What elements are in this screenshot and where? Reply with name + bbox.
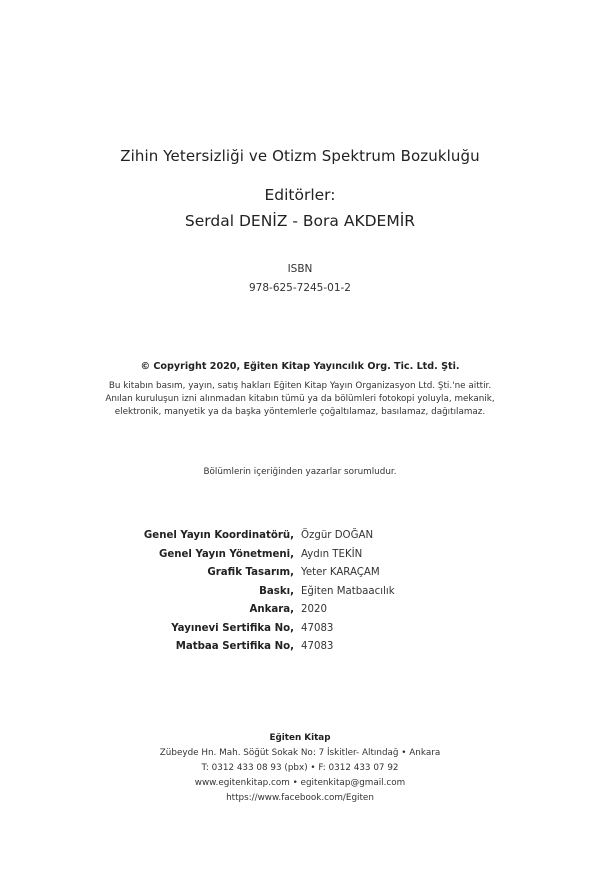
publisher-web-email: www.egitenkitap.com • egitenkitap@gmail.com	[194, 778, 406, 788]
credit-value: Aydın TEKİN	[301, 548, 363, 560]
credit-value: Yeter KARAÇAM	[301, 567, 380, 578]
credit-row	[0, 530, 600, 549]
publisher-address: Zübeyde Hn. Mah. Söğüt Sokak No: 7 İskitler- Altındağ • Ankara	[159, 748, 441, 758]
credit-row	[0, 549, 600, 568]
credit-value: 47083	[301, 622, 334, 634]
rights-text-line: Anılan kuruluşun izni alınmadan kitabın tümü ya da bölümleri fotokopi yoluyla, mekanik,	[105, 394, 495, 404]
isbn-label: ISBN	[287, 263, 313, 275]
credit-label: Genel Yayın Yönetmeni,	[158, 548, 294, 560]
publisher-facebook-link: https://www.facebook.com/Egiten	[226, 793, 374, 803]
editors-names: Serdal DENİZ - Bora AKDEMİR	[184, 212, 416, 230]
credit-label: Matbaa Sertifika No,	[175, 641, 294, 652]
credits-list	[0, 530, 600, 660]
publisher-phone: T: 0312 433 08 93 (pbx) • F: 0312 433 07 92	[201, 763, 399, 773]
credit-value: Eğiten Matbaacılık	[301, 585, 395, 597]
credit-label: Baskı,	[259, 585, 294, 597]
credit-row	[0, 641, 600, 660]
credit-label: Genel Yayın Koordinatörü,	[143, 530, 294, 541]
credit-label: Ankara,	[249, 604, 294, 615]
book-title: Zihin Yetersizliği ve Otizm Spektrum Bozukluğu	[120, 147, 480, 165]
editors-label: Editörler:	[264, 186, 336, 204]
credit-row	[0, 604, 600, 623]
credit-label: Yayınevi Sertifika No,	[171, 622, 294, 634]
copyright-line: © Copyright 2020, Eğiten Kitap Yayıncılık Org. Tic. Ltd. Şti.	[140, 361, 460, 372]
credit-label: Grafik Tasarım,	[207, 567, 294, 578]
credit-row	[0, 623, 600, 642]
credit-row	[0, 567, 600, 586]
credit-row	[0, 586, 600, 605]
credit-value: 2020	[301, 604, 327, 615]
rights-text-line: elektronik, manyetik ya da başka yöntemlerle çoğaltılamaz, basılamaz, dağıtılamaz.	[114, 407, 486, 417]
credit-value: Özgür DOĞAN	[301, 530, 374, 541]
responsibility-note: Bölümlerin içeriğinden yazarlar sorumludur.	[203, 467, 397, 477]
rights-text-line: Bu kitabın basım, yayın, satış hakları Eğiten Kitap Yayın Organizasyon Ltd. Şti.'ne aittir.	[108, 381, 492, 391]
publisher-name: Eğiten Kitap	[269, 733, 331, 743]
isbn-number: 978-625-7245-01-2	[248, 282, 351, 294]
credit-value: 47083	[301, 641, 334, 652]
